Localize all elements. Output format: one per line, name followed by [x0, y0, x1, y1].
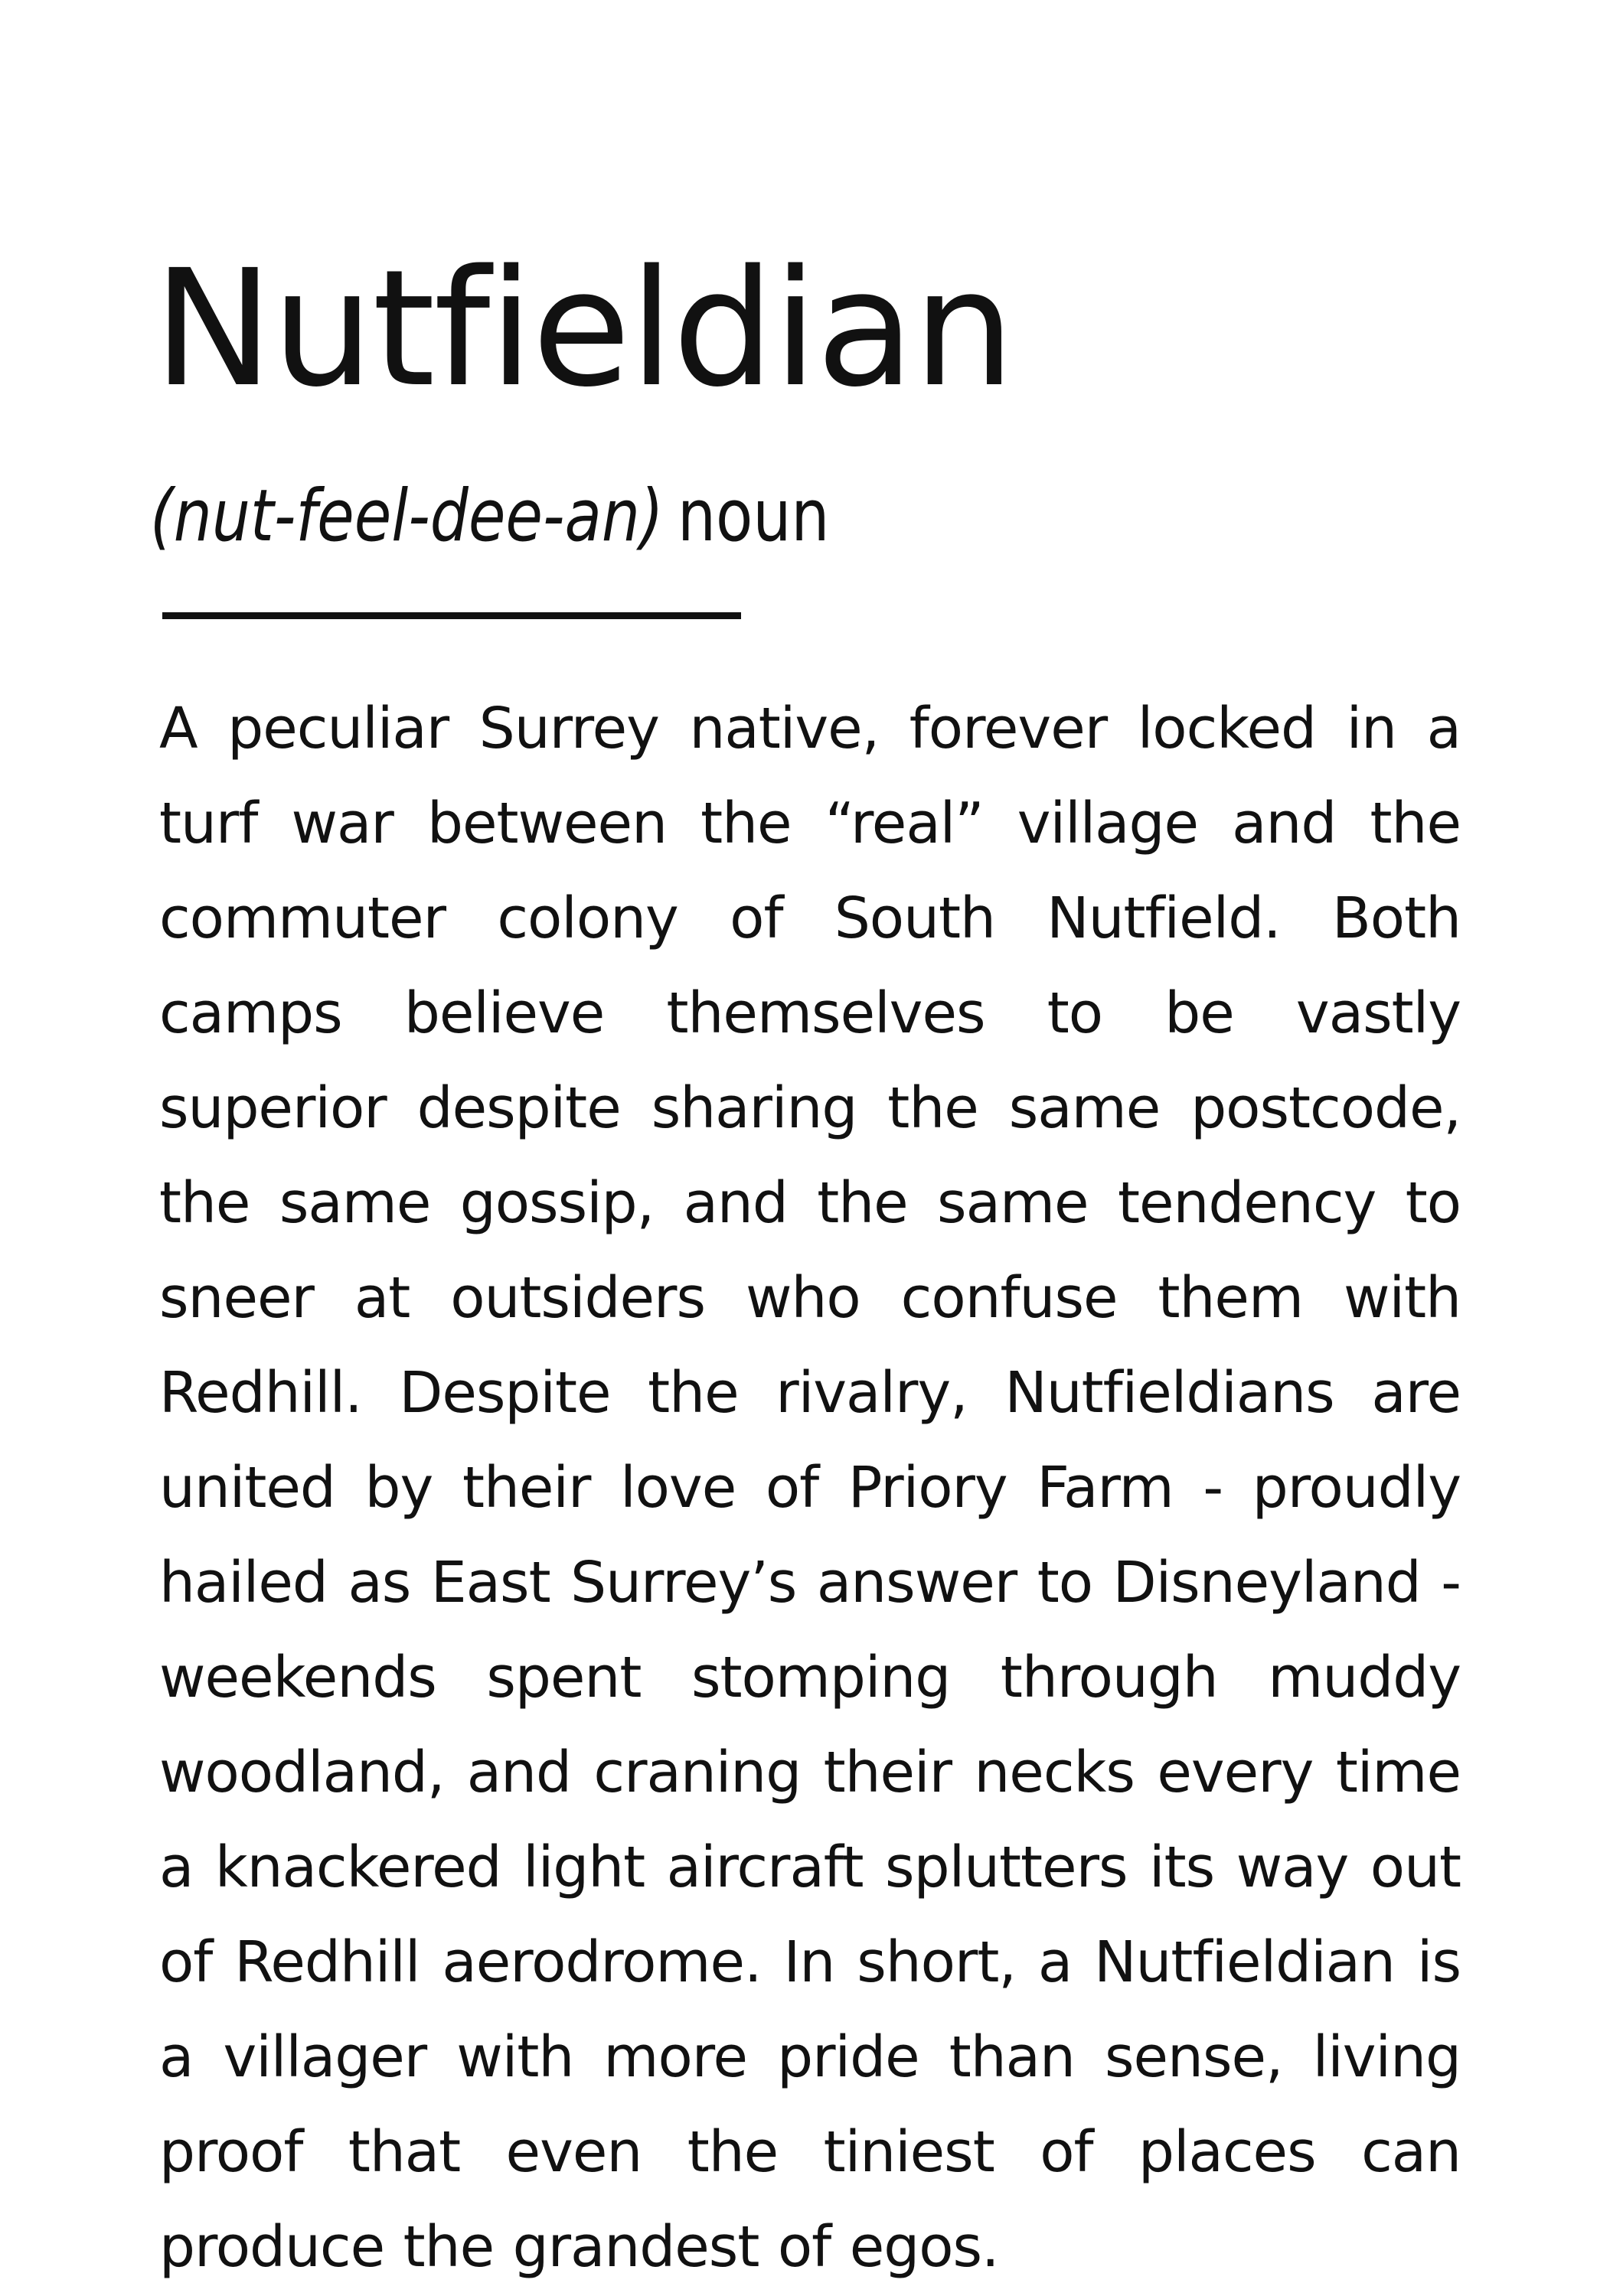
- divider-rule: [162, 612, 741, 619]
- definition-text: A peculiar Surrey native, forever locked in a turf war between the “real” village and the commuter colony of South Nutfield. Both camps believe themselves to be vastly superior despite sharing the same postcode, the same gossip, and the same tendency to sneer at outsiders who confuse them with Redhill. Despite the rivalry, Nutfieldians are united by their love of Priory Farm - proudly hailed as East Surrey’s answer to Disneyland - weekends spent stomping through muddy woodland, and craning their necks every time a knackered light aircraft splutters its way out of Redhill aerodrome. In short, a Nutfieldian is a villager with more pride than sense, living proof that even the tiniest of places can produce the grandest of egos.: [159, 696, 1461, 2280]
- headword: Nutfieldian: [153, 235, 1014, 422]
- pronunciation: (nut-feel-dee-an): [150, 475, 664, 558]
- pronunciation-line: [150, 471, 858, 563]
- part-of-speech: noun: [677, 475, 829, 558]
